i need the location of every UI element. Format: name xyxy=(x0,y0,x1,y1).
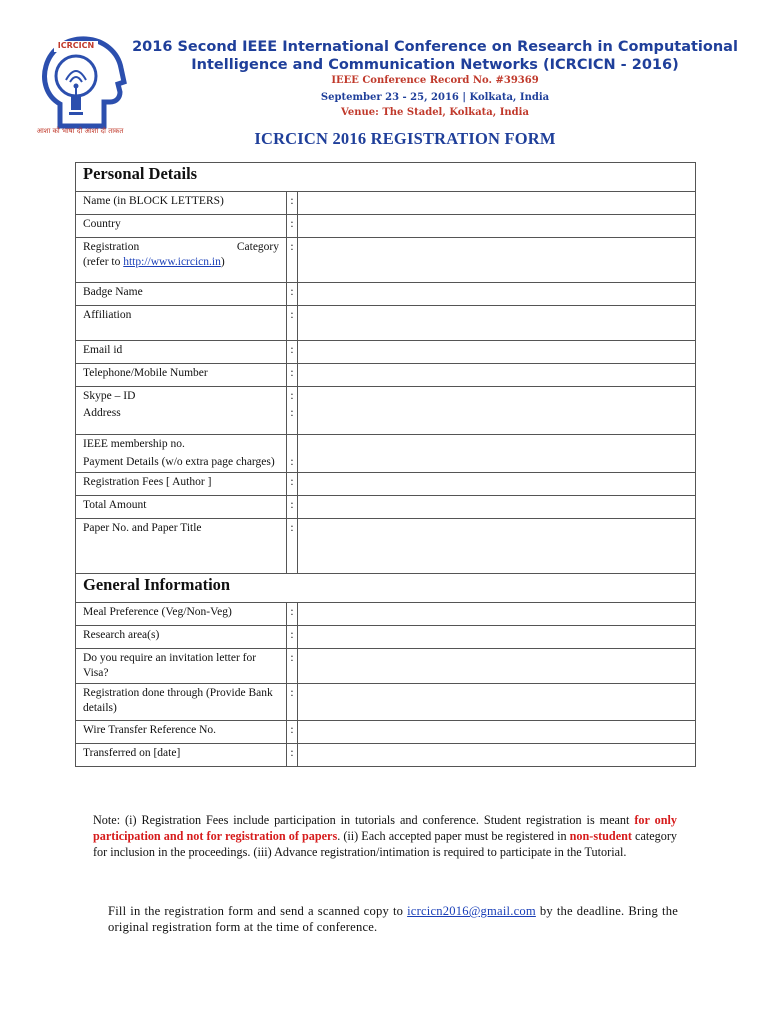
table-row xyxy=(76,192,696,215)
table-row xyxy=(76,496,696,519)
registration-category-refer: (refer to http://www.icrcicn.in) xyxy=(83,256,225,268)
ieee-payment-label xyxy=(76,435,287,473)
badge-name-field[interactable] xyxy=(298,283,696,306)
colon: : xyxy=(287,215,298,238)
table-row xyxy=(76,603,696,626)
table-row xyxy=(76,364,696,387)
registration-category-label xyxy=(76,238,287,283)
colon: : xyxy=(287,238,298,283)
phone-label: Telephone/Mobile Number xyxy=(76,364,287,387)
conference-dates: September 23 - 25, 2016 | Kolkata, India xyxy=(320,92,550,103)
name-label: Name (in BLOCK LETTERS) xyxy=(76,192,287,215)
colon: : xyxy=(287,684,298,721)
colon: : xyxy=(287,341,298,364)
registration-done-field[interactable] xyxy=(298,684,696,721)
registration-category-field[interactable] xyxy=(298,238,696,283)
website-link[interactable]: http://www.icrcicn.in xyxy=(123,256,221,268)
contact-email-link[interactable]: icrcicn2016@gmail.com xyxy=(407,904,536,918)
paper-field[interactable] xyxy=(298,519,696,574)
total-label: Total Amount xyxy=(76,496,287,519)
colon: : xyxy=(287,744,298,767)
personal-details-heading: Personal Details xyxy=(76,163,696,192)
table-row xyxy=(76,341,696,364)
email-field[interactable] xyxy=(298,341,696,364)
skype-label xyxy=(76,387,287,435)
affiliation-field[interactable] xyxy=(298,306,696,341)
fees-field[interactable] xyxy=(298,473,696,496)
registration-done-label: Registration done through (Provide Bank details) xyxy=(76,684,287,721)
wire-transfer-field[interactable] xyxy=(298,721,696,744)
conference-title-line1: 2016 Second IEEE International Conference on Research in Computational xyxy=(132,39,738,55)
conference-title xyxy=(130,38,740,74)
colon: : xyxy=(287,435,298,473)
country-label: Country xyxy=(76,215,287,238)
registration-form-table xyxy=(75,162,696,767)
badge-name-label: Badge Name xyxy=(76,283,287,306)
logo-tagline: आशा को भाषा दो आशा दो ताकत xyxy=(36,127,124,135)
note-highlight-1: for only participation and not for registration of papers xyxy=(93,813,677,843)
logo-text: ICRCICN xyxy=(57,41,95,50)
registration-note: Note: (i) Registration Fees include participation in tutorials and conference. Student registration is meant for only participation and not for registration of papers. (ii) Each accepted paper must be registered in non-student category for inclusion in the proceedings. (iii) Advance registration/intimation is required to participate in the Tutorial. xyxy=(93,813,677,859)
paper-label: Paper No. and Paper Title xyxy=(76,519,287,574)
table-row xyxy=(76,435,696,473)
colon: : xyxy=(287,721,298,744)
colon: : xyxy=(287,496,298,519)
transferred-on-label: Transferred on [date] xyxy=(76,744,287,767)
submission-instructions: Fill in the registration form and send a scanned copy to icrcicn2016@gmail.com by the deadline. Bring the original registration form at the time of conference. xyxy=(108,904,678,934)
colon: : xyxy=(287,306,298,341)
colon: : xyxy=(287,519,298,574)
conference-venue: Venue: The Stadel, Kolkata, India xyxy=(341,107,529,118)
colon: : xyxy=(287,603,298,626)
visa-field[interactable] xyxy=(298,649,696,684)
skype-address-field[interactable] xyxy=(298,387,696,435)
table-row xyxy=(76,626,696,649)
phone-field[interactable] xyxy=(298,364,696,387)
email-label: Email id xyxy=(76,341,287,364)
note-highlight-2: non-student xyxy=(569,829,632,843)
table-row xyxy=(76,238,696,283)
conference-title-line2: Intelligence and Communication Networks (ICRCICN - 2016) xyxy=(191,57,679,73)
affiliation-label: Affiliation xyxy=(76,306,287,341)
wire-transfer-label: Wire Transfer Reference No. xyxy=(76,721,287,744)
research-label: Research area(s) xyxy=(76,626,287,649)
transferred-on-field[interactable] xyxy=(298,744,696,767)
name-field[interactable] xyxy=(298,192,696,215)
table-row xyxy=(76,283,696,306)
skype-label-text: Skype – ID xyxy=(83,390,136,402)
address-label-text: Address xyxy=(83,407,121,419)
table-row xyxy=(76,649,696,684)
registration-category-text xyxy=(83,240,279,255)
category-word: Category xyxy=(236,241,279,253)
colon: : xyxy=(287,626,298,649)
table-row xyxy=(76,215,696,238)
colon: : xyxy=(287,473,298,496)
table-row xyxy=(76,519,696,574)
table-row xyxy=(76,744,696,767)
visa-label: Do you require an invitation letter for Visa? xyxy=(76,649,287,684)
table-row xyxy=(76,684,696,721)
fees-label: Registration Fees [ Author ] xyxy=(76,473,287,496)
table-row xyxy=(76,721,696,744)
table-row xyxy=(76,306,696,341)
table-row xyxy=(76,387,696,435)
table-row xyxy=(76,473,696,496)
registration-word: Registration xyxy=(83,241,140,253)
colon: : xyxy=(287,649,298,684)
colon: : xyxy=(287,364,298,387)
conference-record: IEEE Conference Record No. #39369 xyxy=(331,75,539,86)
total-field[interactable] xyxy=(298,496,696,519)
meal-label: Meal Preference (Veg/Non-Veg) xyxy=(76,603,287,626)
payment-label-text: Payment Details (w/o extra page charges) xyxy=(83,456,275,468)
research-field[interactable] xyxy=(298,626,696,649)
colon: : xyxy=(287,283,298,306)
meal-field[interactable] xyxy=(298,603,696,626)
colon: : : xyxy=(287,387,298,435)
form-title: ICRCICN 2016 REGISTRATION FORM xyxy=(254,129,556,148)
general-information-heading: General Information xyxy=(76,574,696,603)
payment-field[interactable] xyxy=(298,435,696,473)
country-field[interactable] xyxy=(298,215,696,238)
colon: : xyxy=(287,192,298,215)
ieee-label-text: IEEE membership no. xyxy=(83,438,185,450)
